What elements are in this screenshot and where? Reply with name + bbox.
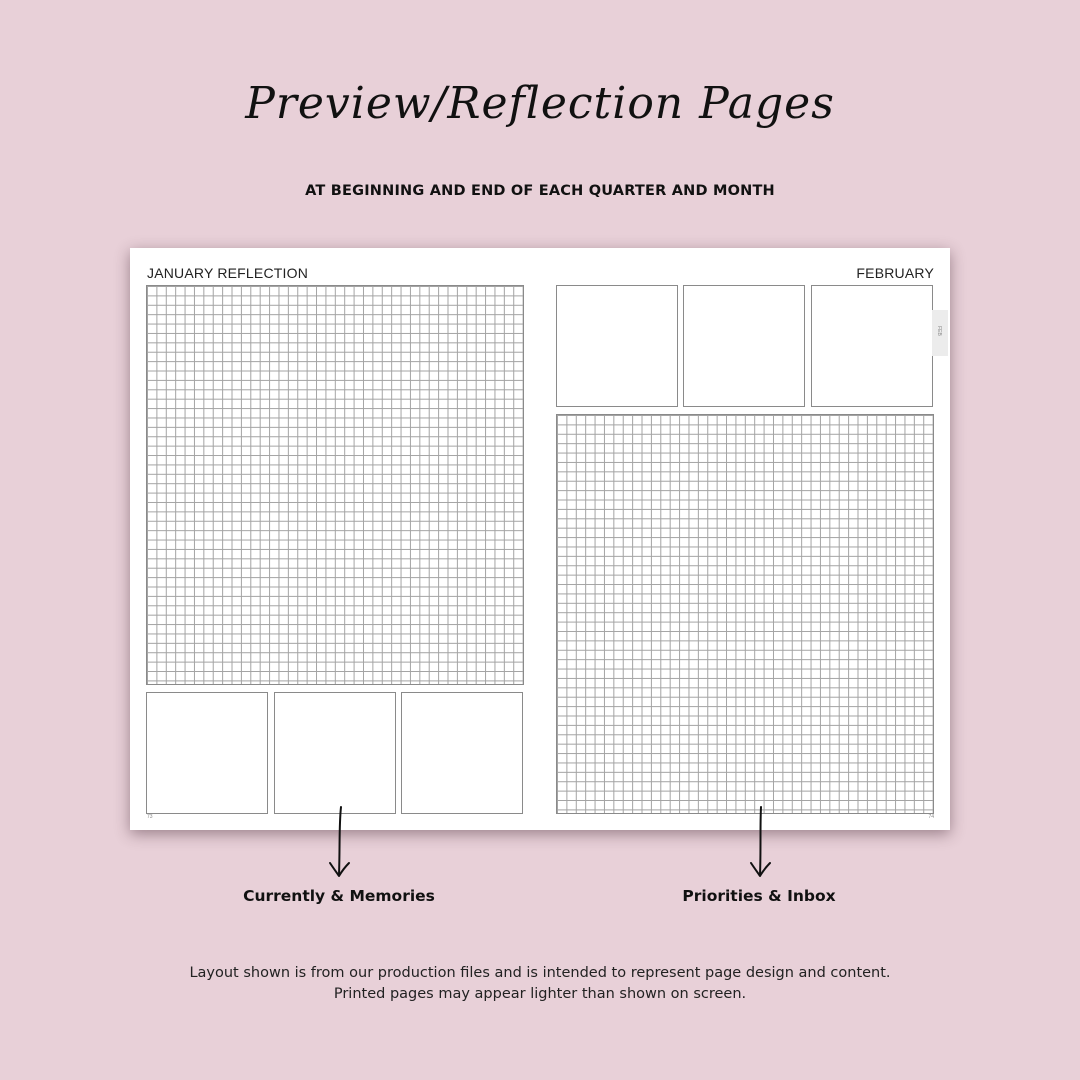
arrow-down-icon xyxy=(747,805,773,881)
right-grid-area xyxy=(556,414,934,814)
callout-priorities-inbox: Priorities & Inbox xyxy=(682,887,836,905)
arrow-down-icon xyxy=(326,805,352,881)
left-box-1 xyxy=(146,692,268,814)
right-page-number: 74 xyxy=(928,814,934,820)
page-title: Preview/Reflection Pages xyxy=(245,78,835,129)
footnote-line-1: Layout shown is from our production files and is intended to represent page design and content. xyxy=(189,965,891,981)
left-grid-area xyxy=(146,285,524,685)
month-side-tab-label: FEB xyxy=(935,326,942,336)
left-box-2 xyxy=(274,692,396,814)
page-subtitle: AT BEGINNING AND END OF EACH QUARTER AND MONTH xyxy=(305,183,775,199)
right-page-title: FEBRUARY xyxy=(856,265,934,281)
footnote-line-2: Printed pages may appear lighter than shown on screen. xyxy=(333,986,747,1002)
callout-currently-memories: Currently & Memories xyxy=(243,887,435,905)
left-page-title: JANUARY REFLECTION xyxy=(147,265,309,281)
month-side-tab[interactable] xyxy=(932,310,948,356)
right-box-2 xyxy=(683,285,805,407)
footnote xyxy=(0,963,1080,1005)
left-box-3 xyxy=(401,692,523,814)
right-box-3 xyxy=(811,285,933,407)
right-box-1 xyxy=(556,285,678,407)
left-page-number: 73 xyxy=(147,814,153,820)
planner-spread xyxy=(130,248,950,830)
